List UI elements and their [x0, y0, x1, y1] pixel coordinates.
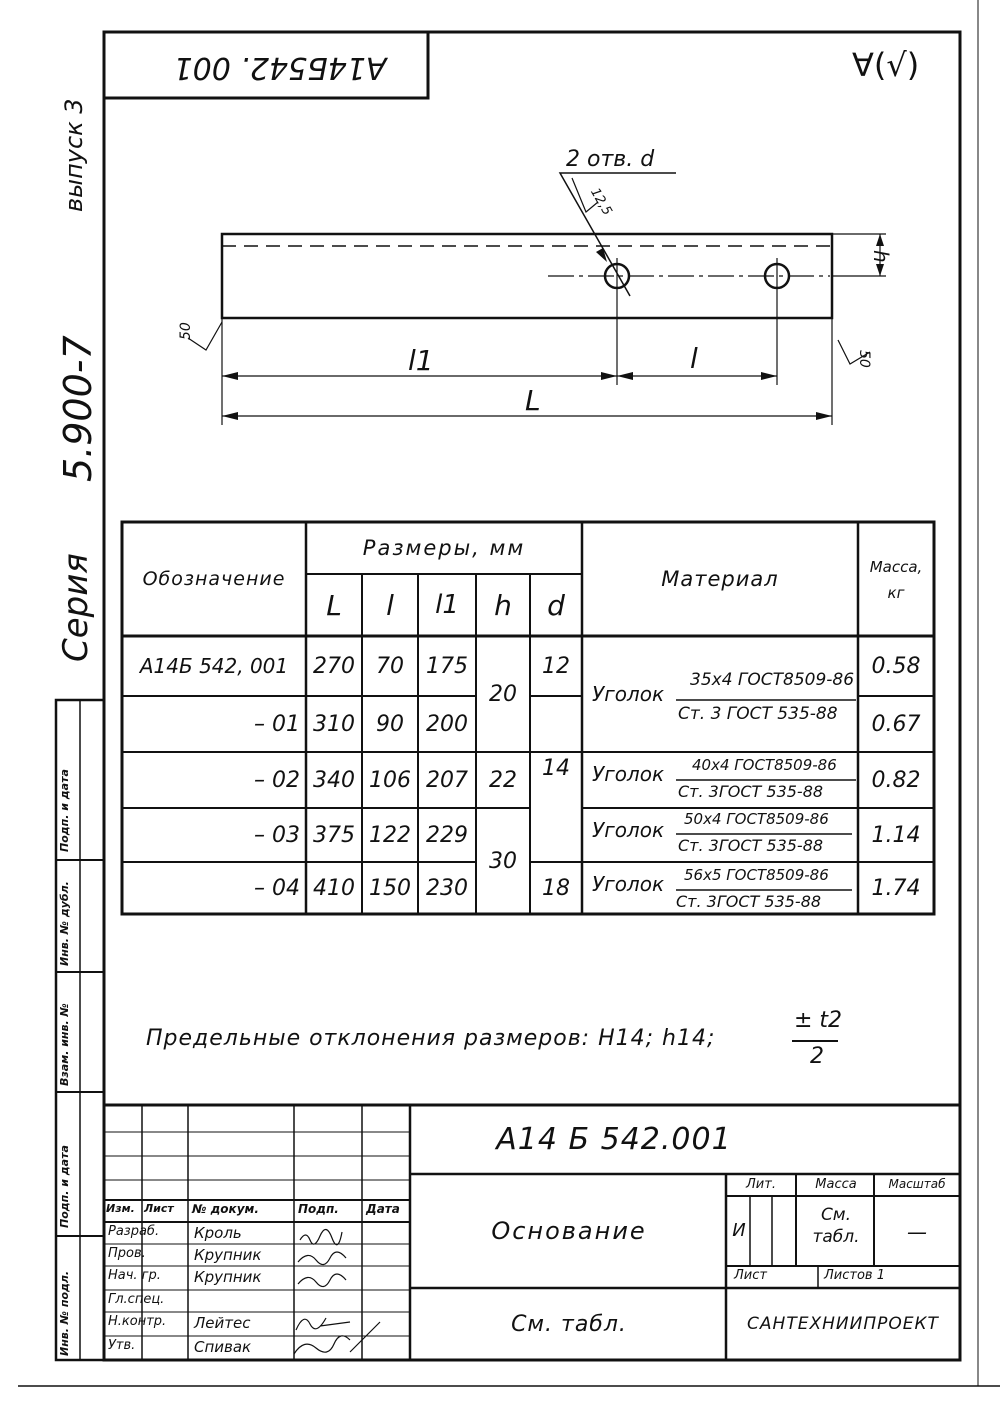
row-3-L: 340 [313, 767, 355, 793]
mass-value: См. табл. [812, 1205, 860, 1247]
mass-label: Масса [815, 1177, 857, 1192]
title-material-ref: См. табл. [511, 1311, 627, 1337]
name-group-head: Крупник [194, 1268, 262, 1286]
row-3-l1: 207 [426, 767, 468, 793]
row-3-mass: 0.82 [871, 767, 921, 793]
stamp-replace-inventory: Взам. инв. № [58, 1003, 71, 1086]
stamp-sign-date-1: Подп. и дата [58, 769, 71, 852]
d-value-14: 14 [542, 756, 570, 781]
row-5-mass: 1.74 [871, 875, 921, 901]
row-1-l1: 175 [426, 653, 468, 679]
material-2-bottom: Ст. 3ГОСТ 535-88 [678, 782, 824, 801]
name-norm-control: Лейтес [194, 1314, 251, 1332]
roughness-left: 50 [178, 322, 194, 340]
row-5-L: 410 [313, 875, 355, 901]
row-5-l: 150 [369, 875, 411, 901]
row-3-l: 106 [369, 767, 411, 793]
col-change: Изм. [106, 1202, 135, 1215]
header-designation: Обозначение [142, 568, 286, 590]
role-developer: Разраб. [108, 1224, 160, 1239]
header-L: L [326, 588, 342, 622]
name-developer: Кроль [194, 1224, 242, 1242]
row-4-mass: 1.14 [871, 822, 921, 848]
stamp-dup-inventory: Инв. № дубл. [58, 881, 71, 966]
role-checker: Пров. [108, 1246, 146, 1261]
material-4-bottom: Ст. 3ГОСТ 535-88 [676, 892, 822, 911]
sheet-label: Лист [734, 1268, 767, 1283]
role-chief-specialist: Гл.спец. [108, 1292, 165, 1307]
material-2-top: 40х4 ГОСТ8509-86 [692, 756, 837, 774]
sheets-label: Листов 1 [824, 1268, 885, 1283]
scale-value: — [907, 1220, 927, 1244]
dim-l: l [690, 342, 698, 375]
row-2-l: 90 [376, 711, 404, 737]
series-number: 5.900-7 [56, 335, 100, 482]
row-4-designation: – 03 [254, 822, 300, 848]
row-4-l: 122 [369, 822, 411, 848]
header-h: h [494, 588, 512, 622]
h-value-22: 22 [489, 767, 517, 793]
row-1-mass: 0.58 [871, 653, 921, 679]
material-4-top: 56х5 ГОСТ8509-86 [684, 866, 829, 884]
row-4-L: 375 [313, 822, 355, 848]
holes-label: 2 отв. d [566, 147, 655, 172]
row-2-designation: – 01 [254, 711, 300, 737]
dim-l1: l1 [408, 344, 434, 377]
row-5-designation: – 04 [254, 875, 300, 901]
col-doc-number: № докум. [192, 1202, 259, 1216]
row-1-L: 270 [313, 653, 355, 679]
series-label: Серия [56, 553, 96, 662]
roughness-symbol: ∀(√) [852, 46, 920, 84]
header-material: Материал [661, 567, 779, 591]
row-2-L: 310 [313, 711, 355, 737]
row-1-designation: А14Б 542, 001 [139, 654, 289, 678]
title-part-name: Основание [491, 1217, 647, 1245]
material-3-bottom: Ст. 3ГОСТ 535-88 [678, 836, 824, 855]
roughness-right: 50 [856, 350, 872, 368]
material-2-prefix: Уголок [592, 762, 665, 786]
col-signature: Подп. [298, 1202, 339, 1216]
tolerance-note: Предельные отклонения размеров: Н14; h14; [146, 1026, 716, 1051]
d-value-12: 12 [542, 653, 570, 679]
col-sheet: Лист [144, 1202, 174, 1215]
header-l1: l1 [435, 590, 459, 620]
dim-L: L [525, 384, 541, 417]
chamfer-value: 12,5 [587, 185, 615, 219]
scale-label: Масштаб [888, 1177, 946, 1191]
top-document-code: А14Б542. 001 [173, 50, 387, 86]
role-approver: Утв. [108, 1338, 136, 1353]
issue-label: выпуск 3 [60, 98, 88, 212]
material-1-bottom: Ст. 3 ГОСТ 535-88 [678, 704, 838, 724]
stamp-sign-date-2: Подп. и дата [58, 1145, 71, 1228]
h-value-30: 30 [489, 848, 517, 874]
lit-label: Лит. [746, 1177, 776, 1192]
name-approver: Спивак [194, 1338, 252, 1356]
name-checker: Крупник [194, 1246, 262, 1264]
row-2-mass: 0.67 [871, 711, 921, 737]
header-d: d [547, 588, 565, 622]
dim-h: h [869, 250, 893, 263]
row-2-l1: 200 [426, 711, 468, 737]
row-1-l: 70 [376, 653, 404, 679]
title-doc-code: А14 Б 542.001 [496, 1121, 732, 1157]
header-mass: Масса, кг [869, 558, 923, 602]
tolerance-fraction-top: ± t2 [794, 1008, 843, 1033]
header-dimensions: Размеры, мм [362, 536, 526, 560]
row-5-l1: 230 [426, 875, 468, 901]
row-4-l1: 229 [426, 822, 468, 848]
material-3-top: 50х4 ГОСТ8509-86 [684, 810, 829, 828]
title-organization: САНТЕХНИИПРОЕКТ [747, 1314, 939, 1334]
lit-value: И [732, 1220, 746, 1241]
col-date: Дата [366, 1202, 400, 1216]
tolerance-fraction-bottom: 2 [810, 1044, 824, 1069]
h-value-20: 20 [489, 681, 517, 707]
stamp-original-inventory: Инв. № подл. [58, 1270, 71, 1356]
role-group-head: Нач. гр. [108, 1268, 161, 1283]
role-norm-control: Н.контр. [108, 1314, 167, 1329]
material-3-prefix: Уголок [592, 818, 665, 842]
row-3-designation: – 02 [254, 767, 300, 793]
d-value-18: 18 [542, 875, 570, 901]
material-1-top: 35х4 ГОСТ8509-86 [690, 670, 855, 690]
header-l: l [386, 588, 394, 622]
material-4-prefix: Уголок [592, 872, 665, 896]
material-1-prefix: Уголок [592, 682, 665, 706]
